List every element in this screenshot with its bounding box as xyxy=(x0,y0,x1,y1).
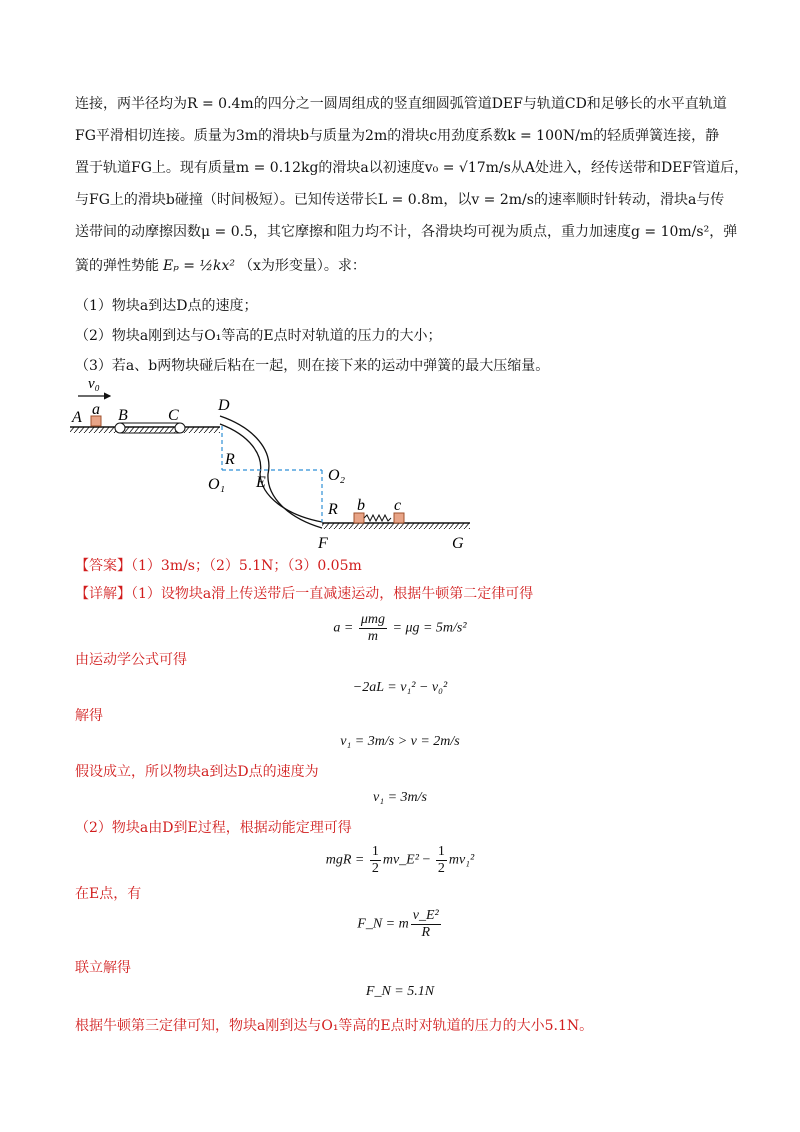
half-num-1: 1 xyxy=(371,844,379,859)
upper-ground-hatch xyxy=(70,427,220,433)
equation-6 xyxy=(0,908,800,941)
spring xyxy=(364,515,391,521)
roller-C xyxy=(175,423,185,433)
label-G: G xyxy=(452,535,464,552)
label-R2: R xyxy=(328,501,338,518)
equation-3: v₁ = 3m/s > v = 2m/s xyxy=(340,734,460,749)
eq1-den: m xyxy=(367,629,378,644)
eq1-num: μmg xyxy=(360,612,385,627)
detail-step-5: （2）物块a由D到E过程，根据动能定理可得 xyxy=(75,820,352,836)
equation-1 xyxy=(0,612,800,645)
problem-line-5: 送带间的动摩擦因数μ = 0.5，其它摩擦和阻力均不计，各滑块均可视为质点，重力加速度g = 10m/s²，弹 xyxy=(75,224,738,240)
elastic-energy-formula: Eₚ = ½kx² xyxy=(163,258,236,274)
eq1-fraction xyxy=(359,612,387,645)
eq1-lhs: a = xyxy=(333,620,357,636)
equation-5 xyxy=(0,844,800,877)
problem-line-6-post: （x为形变量）。求： xyxy=(239,258,366,274)
label-F: F xyxy=(318,535,328,552)
label-D: D xyxy=(218,397,230,414)
label-c: c xyxy=(394,497,402,514)
label-E: E xyxy=(256,474,266,491)
track-diagram xyxy=(60,372,480,552)
problem-line-4: 与FG上的滑块b碰撞（时间极短）。已知传送带长L = 0.8m，以v = 2m/s的速率顺时针转动，滑块a与传 xyxy=(75,192,725,208)
detail-step-4: 假设成立，所以物块a到达D点的速度为 xyxy=(75,764,319,780)
equation-4: v₁ = 3m/s xyxy=(373,790,427,805)
eq5-half-1 xyxy=(370,844,381,877)
label-B: B xyxy=(118,407,128,424)
label-R1: R xyxy=(225,451,235,468)
label-b: b xyxy=(357,497,365,514)
problem-line-6 xyxy=(75,256,725,276)
answer-line xyxy=(75,556,725,576)
detail-step-3: 解得 xyxy=(75,708,103,724)
roller-B xyxy=(115,423,125,433)
pipe-inner xyxy=(220,424,322,522)
problem-line-3: 置于轨道FG上。现有质量m = 0.12kg的滑块a以初速度v₀ = √17m/s从A处进入，经传送带和DEF管道后， xyxy=(75,160,749,176)
question-1: （1）物块a到达D点的速度； xyxy=(75,298,258,314)
detail-step-1: （1）设物块a滑上传送带后一直减速运动，根据牛顿第二定律可得 xyxy=(131,586,534,602)
question-3: （3）若a、b两物块碰后粘在一起，则在接下来的运动中弹簧的最大压缩量。 xyxy=(75,358,550,374)
eq5-term-2: mv₁² xyxy=(448,852,475,868)
label-A: A xyxy=(72,409,82,426)
answer-text: （1）3m/s；（2）5.1N；（3）0.05m xyxy=(131,558,362,574)
problem-line-6-pre: 簧的弹性势能 xyxy=(75,258,159,274)
detail-step-6: 在E点，有 xyxy=(75,886,142,902)
label-v0: v₀ xyxy=(88,376,100,392)
eq5-minus: − xyxy=(418,852,434,868)
detail-step-2: 由运动学公式可得 xyxy=(75,652,187,668)
pipe-outer xyxy=(220,416,322,528)
label-C: C xyxy=(168,407,179,424)
half-den-2: 2 xyxy=(437,861,445,876)
detail-step-8: 根据牛顿第三定律可知，物块a刚到达与O₁等高的E点时对轨道的压力的大小5.1N。 xyxy=(75,1018,594,1034)
label-a: a xyxy=(92,401,100,418)
eq1-rhs: = μg = 5m/s² xyxy=(389,620,467,636)
eq5-term-1: mv_E² xyxy=(382,852,419,868)
eq6-lhs: F_N = m xyxy=(357,916,409,932)
equation-7: F_N = 5.1N xyxy=(365,984,435,999)
half-num-2: 1 xyxy=(437,844,445,859)
eq5-lhs: mgR = xyxy=(325,852,368,868)
eq6-num: v_E² xyxy=(412,908,439,923)
problem-line-2: FG平滑相切连接。质量为3m的滑块b与质量为2m的滑块c用劲度系数k = 100N/m的轻质弹簧连接，静 xyxy=(75,128,720,144)
eq5-half-2 xyxy=(436,844,447,877)
label-O2: O₂ xyxy=(328,467,346,484)
lower-ground-hatch xyxy=(322,523,470,529)
equation-2: −2aL = v₁² − v₀² xyxy=(352,680,448,695)
problem-line-1: 连接，两半径均为R = 0.4m的四分之一圆周组成的竖直细圆弧管道DEF与轨道CD和足够长的水平直轨道 xyxy=(75,96,727,112)
answer-tag: 【答案】 xyxy=(75,558,131,574)
eq6-fraction xyxy=(411,908,441,941)
block-b xyxy=(354,513,364,523)
eq6-den: R xyxy=(421,925,430,940)
detail-tag: 【详解】 xyxy=(75,586,131,602)
block-c xyxy=(394,513,404,523)
half-den-1: 2 xyxy=(371,861,379,876)
label-O1: O₁ xyxy=(208,476,226,493)
detail-step-7: 联立解得 xyxy=(75,960,131,976)
detail-line-1 xyxy=(75,584,725,604)
question-2: （2）物块a刚到达与O₁等高的E点时对轨道的压力的大小； xyxy=(75,328,442,344)
